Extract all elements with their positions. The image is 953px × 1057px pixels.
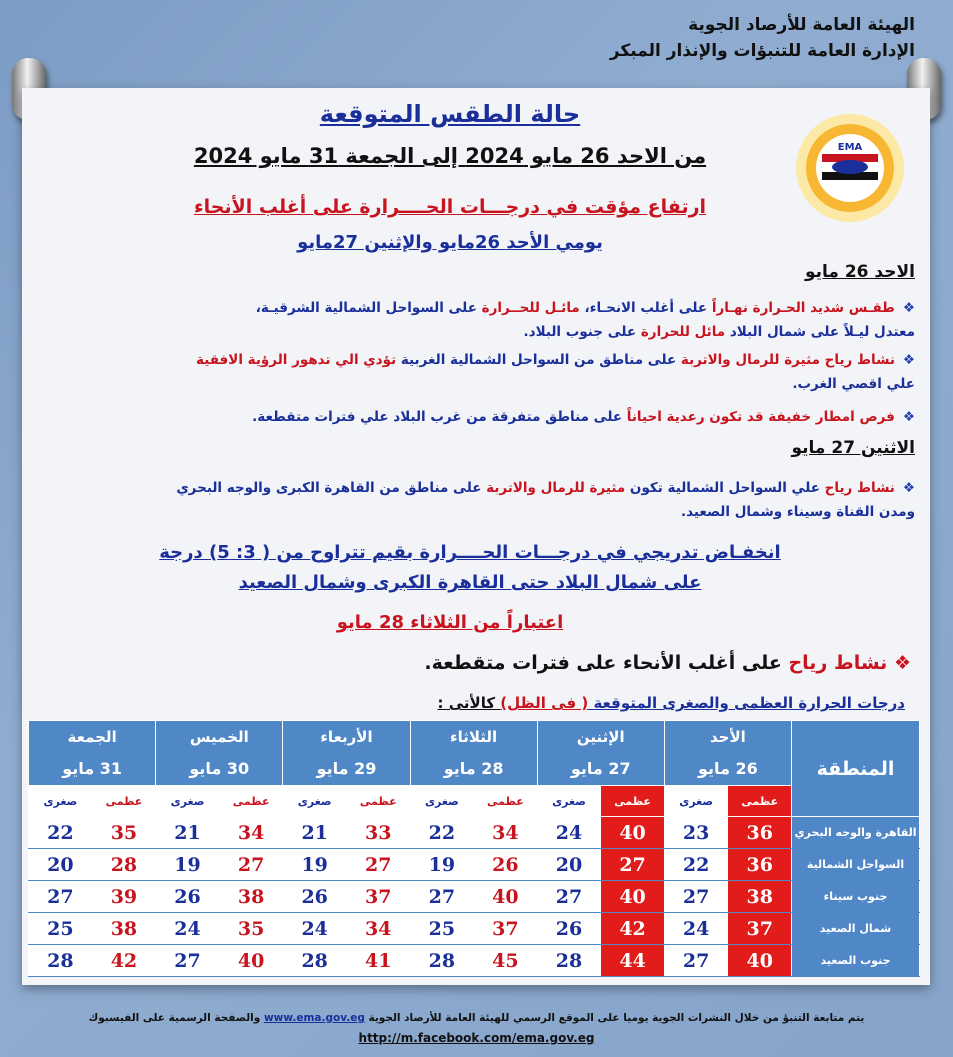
- min-label: صغرى: [29, 786, 93, 817]
- sunday-bullet-1: ❖طقـس شديد الحـرارة نهـاراً على أغلب الانحـاء، مائـل للحــرارة على السواحل الشمالية الشرقيـة، معتدل ليـلاً على شمال البلاد مائل للحرارة على جنوب البلاد.: [255, 300, 915, 340]
- max-temp-cell: 42: [601, 913, 665, 945]
- sunday-bullet-3: ❖فرص امطار خفيفة قد تكون رعدية احياناً على مناطق متفرقة من غرب البلاد علي فترات متقطعة.: [252, 409, 915, 425]
- max-temp-cell: 36: [728, 849, 792, 881]
- forecast-period: من الاحد 26 مايو 2024 إلى الجمعة 31 مايو 2024: [193, 144, 707, 168]
- min-temp-cell: 24: [156, 913, 220, 945]
- region-cell: القاهرة والوجه البحري: [792, 817, 920, 849]
- min-temp-cell: 22: [29, 817, 93, 849]
- min-temp-cell: 28: [410, 945, 474, 977]
- min-temp-cell: 26: [156, 881, 220, 913]
- sunday-bullet-2: ❖نشاط رياح مثيرة للرمال والاتربة على مناطق من السواحل الشمالية الغربية تؤدي الي تدهور الرؤية الافقية علي اقصي الغرب.: [196, 352, 915, 392]
- max-temp-cell: 40: [601, 817, 665, 849]
- region-header: المنطقة: [792, 721, 920, 817]
- min-temp-cell: 27: [29, 881, 93, 913]
- min-temp-cell: 20: [537, 849, 601, 881]
- min-temp-cell: 25: [29, 913, 93, 945]
- max-label: عظمى: [474, 786, 538, 817]
- sunday-label: الاحد 26 مايو: [804, 262, 915, 282]
- max-temp-cell: 38: [728, 881, 792, 913]
- max-temp-cell: 34: [346, 913, 410, 945]
- max-label: عظمى: [601, 786, 665, 817]
- min-temp-cell: 26: [283, 881, 347, 913]
- min-temp-cell: 21: [283, 817, 347, 849]
- min-temp-cell: 27: [664, 945, 728, 977]
- min-temp-cell: 19: [410, 849, 474, 881]
- headline-days: يومي الأحد 26مايو والإثنين 27مايو: [297, 232, 603, 253]
- monday-label: الاثنين 27 مايو: [791, 438, 915, 458]
- min-temp-cell: 27: [537, 881, 601, 913]
- min-label: صغرى: [156, 786, 220, 817]
- min-temp-cell: 24: [283, 913, 347, 945]
- website-link[interactable]: www.ema.gov.eg: [263, 1012, 365, 1024]
- min-temp-cell: 24: [664, 913, 728, 945]
- min-temp-cell: 19: [283, 849, 347, 881]
- table-row: [29, 849, 920, 881]
- max-temp-cell: 38: [219, 881, 283, 913]
- department-name: الإدارة العامة للتنبؤات والإنذار المبكر: [609, 41, 915, 61]
- max-label: عظمى: [728, 786, 792, 817]
- max-temp-cell: 37: [728, 913, 792, 945]
- wind-notice: ❖ نشاط رياح على أغلب الأنحاء على فترات متقطعة.: [424, 652, 911, 674]
- max-temp-cell: 42: [92, 945, 156, 977]
- min-label: صغرى: [664, 786, 728, 817]
- min-temp-cell: 27: [410, 881, 474, 913]
- min-temp-cell: 21: [156, 817, 220, 849]
- max-temp-cell: 35: [92, 817, 156, 849]
- region-cell: جنوب سيناء: [792, 881, 920, 913]
- region-cell: جنوب الصعيد: [792, 945, 920, 977]
- min-temp-cell: 22: [410, 817, 474, 849]
- diamond-bullet-icon: ❖: [893, 652, 911, 674]
- region-cell: شمال الصعيد: [792, 913, 920, 945]
- max-temp-cell: 41: [346, 945, 410, 977]
- svg-text:EMA: EMA: [837, 142, 863, 153]
- min-temp-cell: 20: [29, 849, 93, 881]
- min-temp-cell: 28: [29, 945, 93, 977]
- max-label: عظمى: [92, 786, 156, 817]
- min-temp-cell: 28: [537, 945, 601, 977]
- table-caption: درجات الحرارة العظمى والصغرى المتوقعة ( فى الظل) كالأتى :: [437, 694, 905, 712]
- max-label: عظمى: [219, 786, 283, 817]
- min-temp-cell: 27: [156, 945, 220, 977]
- min-label: صغرى: [410, 786, 474, 817]
- agency-header: [610, 12, 915, 64]
- min-label: صغرى: [283, 786, 347, 817]
- min-temp-cell: 19: [156, 849, 220, 881]
- table-row: [29, 817, 920, 849]
- min-temp-cell: 28: [283, 945, 347, 977]
- from-tuesday-label: اعتباراً من الثلاثاء 28 مايو: [336, 612, 564, 633]
- max-temp-cell: 40: [474, 881, 538, 913]
- max-label: عظمى: [346, 786, 410, 817]
- agency-name: الهيئة العامة للأرصاد الجوية: [688, 15, 915, 35]
- max-temp-cell: 27: [346, 849, 410, 881]
- max-temp-cell: 36: [728, 817, 792, 849]
- table-row: [29, 913, 920, 945]
- max-temp-cell: 39: [92, 881, 156, 913]
- headline: ارتفاع مؤقت في درجـــات الحــــرارة على أغلب الأنحاء: [193, 196, 707, 218]
- max-temp-cell: 45: [474, 945, 538, 977]
- region-cell: السواحل الشمالية: [792, 849, 920, 881]
- max-temp-cell: 27: [601, 849, 665, 881]
- day-header: الأربعاء 29 مايو: [283, 721, 410, 786]
- monday-bullet-1: ❖نشاط رياح علي السواحل الشمالية تكون مثيرة للرمال والاتربة على مناطق من القاهرة الكبرى والوجه البحري ومدن القناة وسيناء وشمال الصعيد.: [176, 480, 915, 520]
- max-temp-cell: 28: [92, 849, 156, 881]
- min-temp-cell: 24: [537, 817, 601, 849]
- bulletin-title: حالة الطقس المتوقعة: [319, 100, 581, 128]
- diamond-bullet-icon: ❖: [902, 409, 915, 425]
- day-header: الثلاثاء 28 مايو: [410, 721, 537, 786]
- max-temp-cell: 40: [219, 945, 283, 977]
- ema-logo: [794, 112, 906, 224]
- min-temp-cell: 22: [664, 849, 728, 881]
- min-temp-cell: 25: [410, 913, 474, 945]
- max-temp-cell: 40: [728, 945, 792, 977]
- diamond-bullet-icon: ❖: [902, 480, 915, 496]
- min-temp-cell: 27: [664, 881, 728, 913]
- max-temp-cell: 37: [346, 881, 410, 913]
- day-header: الإثنين 27 مايو: [537, 721, 664, 786]
- footer: يتم متابعة التنبؤ من خلال النشرات الجوية يوميا على الموقع الرسمي للهيئة العامة للأرصاد الجوية www.ema.gov.eg والصفحة الرسمية على الفيسبوك http://m.facebook.com/ema.gov.eg: [88, 1012, 865, 1045]
- max-temp-cell: 26: [474, 849, 538, 881]
- max-min-header-row: [29, 786, 920, 817]
- day-header: الخميس 30 مايو: [156, 721, 283, 786]
- max-temp-cell: 37: [474, 913, 538, 945]
- max-temp-cell: 34: [474, 817, 538, 849]
- day-header: الجمعة 31 مايو: [29, 721, 156, 786]
- max-temp-cell: 27: [219, 849, 283, 881]
- max-temp-cell: 40: [601, 881, 665, 913]
- facebook-link[interactable]: http://m.facebook.com/ema.gov.eg: [358, 1031, 595, 1045]
- table-row: [29, 945, 920, 977]
- max-temp-cell: 44: [601, 945, 665, 977]
- temperature-table: [28, 720, 920, 977]
- min-label: صغرى: [537, 786, 601, 817]
- day-header: الأحد 26 مايو: [664, 721, 791, 786]
- max-temp-cell: 34: [219, 817, 283, 849]
- min-temp-cell: 23: [664, 817, 728, 849]
- table-row: [29, 881, 920, 913]
- max-temp-cell: 38: [92, 913, 156, 945]
- min-temp-cell: 26: [537, 913, 601, 945]
- diamond-bullet-icon: ❖: [902, 300, 915, 316]
- max-temp-cell: 35: [219, 913, 283, 945]
- diamond-bullet-icon: ❖: [902, 352, 915, 368]
- temperature-drop-notice: انخفـاض تدريجي في درجـــات الحــــرارة بقيم تتراوح من ( 3: 5) درجة على شمال البلاد حتى القاهرة الكبرى وشمال الصعيد: [159, 542, 781, 593]
- max-temp-cell: 33: [346, 817, 410, 849]
